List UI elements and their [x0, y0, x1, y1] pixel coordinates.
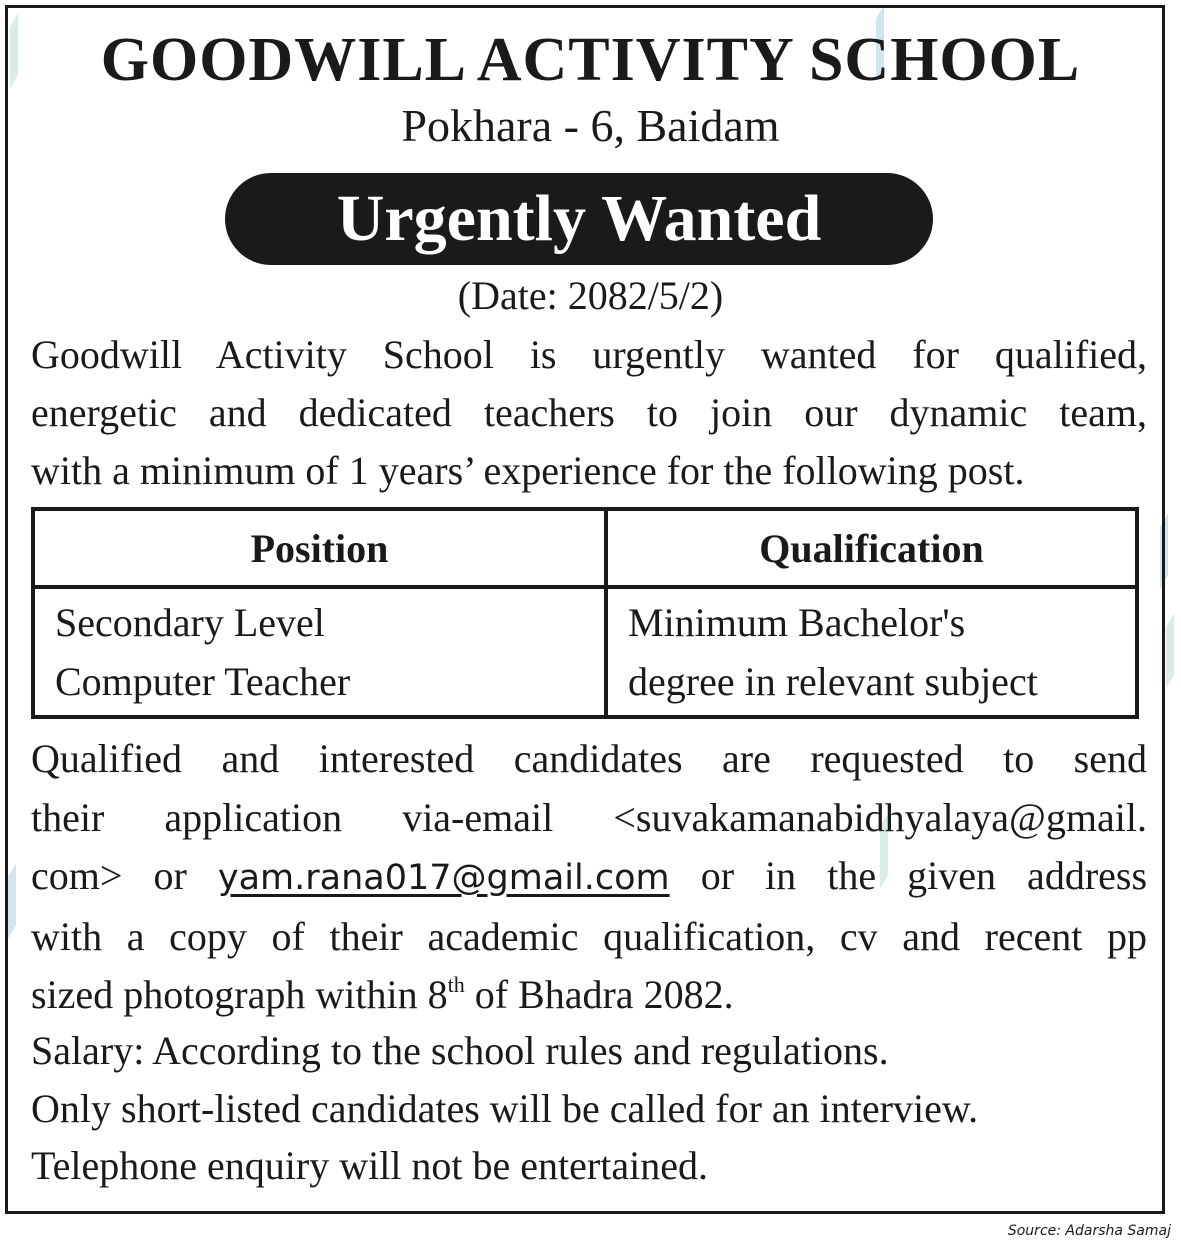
secondary-email-link[interactable]: yam.rana017@gmail.com — [217, 858, 670, 898]
intro-line: Goodwill Activity School is urgently wanted for qualified, — [31, 332, 1147, 377]
position-cell — [33, 587, 606, 717]
position-line: Secondary Level — [55, 600, 325, 645]
qualification-cell — [606, 587, 1137, 717]
school-address: Pokhara - 6, Baidam — [401, 100, 780, 151]
table-header-row — [33, 509, 1137, 587]
intro-line: with a minimum of 1 years’ experience for the following post. — [31, 448, 1025, 493]
source-credit: Source: Adarsha Samaj — [1007, 1223, 1171, 1239]
watermark-lightning-bolt-icon — [1166, 613, 1174, 689]
vacancy-table — [31, 507, 1139, 719]
application-line — [31, 966, 1147, 1025]
school-name: GOODWILL ACTIVITY SCHOOL — [100, 26, 1081, 94]
application-line: their application via-email <suvakamanabidhyalaya@gmail. — [31, 794, 1147, 840]
salary-note: Salary: According to the school rules and regulations. — [31, 1028, 889, 1073]
application-text: of Bhadra 2082. — [474, 972, 734, 1017]
telephone-note: Telephone enquiry will not be entertained. — [31, 1143, 708, 1188]
intro-paragraph — [31, 326, 1147, 500]
banner-text: Urgently Wanted — [336, 182, 822, 255]
ordinal-suffix: th — [447, 972, 465, 997]
urgently-wanted-banner — [225, 173, 933, 265]
application-line — [31, 847, 1147, 908]
application-text: or in the given address — [700, 853, 1148, 898]
application-text: com> or — [31, 853, 187, 898]
column-header-position: Position — [33, 509, 606, 587]
application-line: Qualified and interested candidates are requested to send — [31, 736, 1147, 781]
shortlist-note: Only short-listed candidates will be called for an interview. — [31, 1085, 979, 1131]
application-line: with a copy of their academic qualification, cv and recent pp — [31, 913, 1147, 959]
qualification-line: Minimum Bachelor's — [628, 600, 966, 645]
application-paragraph — [31, 730, 1147, 1025]
qualification-line: degree in relevant subject — [628, 659, 1038, 704]
intro-line: energetic and dedicated teachers to join our dynamic team, — [31, 390, 1147, 435]
notes-paragraph — [31, 1022, 1147, 1195]
application-text: sized photograph within 8 — [31, 972, 448, 1017]
position-line: Computer Teacher — [55, 659, 351, 704]
table-row — [33, 587, 1137, 717]
notice-date: (Date: 2082/5/2) — [457, 273, 724, 318]
column-header-qualification: Qualification — [606, 509, 1137, 587]
